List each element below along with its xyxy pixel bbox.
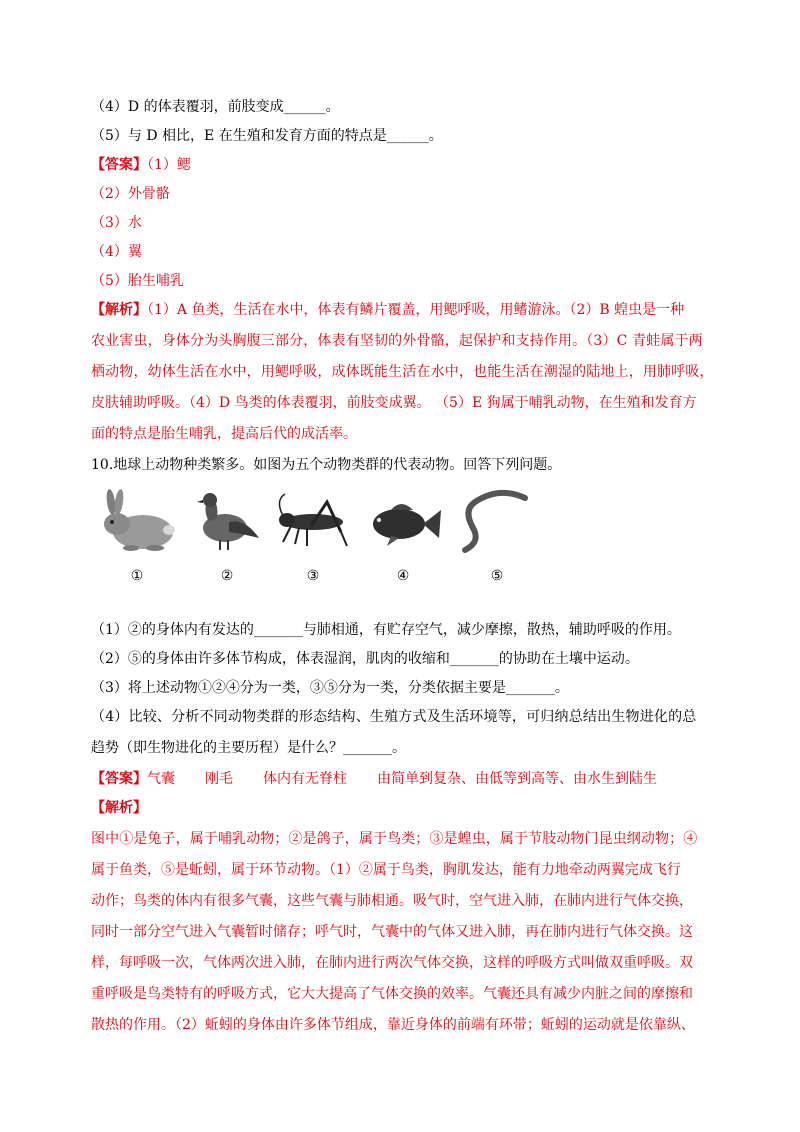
answer-1: （1）鳃	[147, 157, 191, 173]
question-10-stem: 10.地球上动物种类繁多。如图为五个动物类群的代表动物。回答下列问题。	[91, 457, 562, 473]
animal-pigeon	[185, 482, 269, 588]
analysis-10-line-7: 散热的作用。（2）蚯蚓的身体由许多体节组成，靠近身体的前端有环带；蚯蚓的运动就是依靠纵、	[91, 1017, 695, 1033]
question-10-sub-3: （3）将上述动物①②④分为一类，③⑤分为一类，分类依据主要是_______。	[91, 680, 569, 696]
answer-2: （2）外骨骼	[91, 186, 170, 202]
answer-10	[91, 769, 709, 789]
analysis-label: 【解析】	[91, 302, 147, 318]
animal-rabbit	[95, 482, 179, 588]
answer-10-a2: 刚毛	[205, 771, 233, 787]
answer-3: （3）水	[91, 215, 142, 231]
analysis-10-line-6: 重呼吸是鸟类特有的呼吸方式，它大大提高了气体交换的效率。气囊还具有减少内脏之间的摩擦和	[91, 986, 693, 1002]
question-10-sub-1: （1）②的身体内有发达的_______与肺相通，有贮存空气，减少摩擦，散热，辅助呼吸的作用。	[91, 622, 681, 638]
fish-icon	[361, 488, 445, 554]
answer-4: （4）翼	[91, 244, 142, 260]
analysis-10-label: 【解析】	[91, 800, 147, 816]
question-4-prev: （4）D 的体表覆羽，前肢变成______。	[91, 99, 340, 115]
analysis-10-line-3: 动作；鸟类的体内有很多气囊，这些气囊与肺相通。吸气时，空气进入肺，在肺内进行气体交换，	[91, 893, 693, 909]
pigeon-icon	[185, 488, 269, 554]
animal-label-5: ⑤	[490, 568, 504, 584]
answer-block-prev	[91, 155, 709, 175]
analysis-10-line-4: 同时一部分空气进入气囊暂时储存；呼气时，气囊中的气体又进入肺，再在肺内进行气体交换。这	[91, 924, 693, 940]
animal-fish	[361, 482, 445, 588]
animal-label-2: ②	[220, 568, 234, 584]
answer-10-a4: 由简单到复杂、由低等到高等、由水生到陆生	[377, 771, 657, 787]
question-10-sub-2: （2）⑤的身体由许多体节构成，体表湿润，肌肉的收缩和_______的协助在土壤中运动。	[91, 651, 639, 667]
analysis-10-line-2: 属于鱼类，⑤是蚯蚓，属于环节动物。（1）②属于鸟类，胸肌发达，能有力地牵动两翼完成飞行	[91, 862, 681, 878]
analysis-prev-line-1	[91, 300, 709, 320]
answer-10-label: 【答案】	[91, 771, 147, 787]
rabbit-icon	[95, 488, 179, 554]
question-10-sub-4-line-1: （4）比较、分析不同动物类群的形态结构、生殖方式及生活环境等，可归纳总结出生物进化的总	[91, 709, 697, 725]
animal-label-3: ③	[306, 568, 320, 584]
answer-5: （5）胎生哺乳	[91, 273, 184, 289]
earthworm-icon	[455, 488, 539, 554]
animal-earthworm	[455, 482, 539, 588]
analysis-prev-line-5: 面的特点是胎生哺乳，提高后代的成活率。	[91, 426, 357, 442]
answer-label: 【答案】	[91, 157, 147, 173]
animal-grasshopper	[271, 482, 355, 588]
animals-figure	[95, 482, 555, 588]
analysis-text: （1）A 鱼类，生活在水中，体表有鳞片覆盖，用鳃呼吸，用鳍游泳。（2）B 蝗虫是一种	[147, 302, 685, 318]
analysis-10-line-5: 样，每呼吸一次，气体两次进入肺，在肺内进行两次气体交换，这样的呼吸方式叫做双重呼吸。双	[91, 955, 693, 971]
question-5-prev: （5）与 D 相比，E 在生殖和发育方面的特点是______。	[91, 128, 443, 144]
analysis-prev-line-3: 栖动物，幼体生活在水中，用鳃呼吸，成体既能生活在水中，也能生活在潮湿的陆地上，用肺呼吸，	[91, 364, 714, 380]
question-10-sub-4-line-2: 趋势（即生物进化的主要历程）是什么？_______。	[91, 740, 406, 756]
grasshopper-icon	[271, 488, 355, 554]
analysis-10-line-1: 图中①是兔子，属于哺乳动物；②是鸽子，属于鸟类；③是蝗虫，属于节肢动物门昆虫纲动物；④	[91, 831, 698, 847]
analysis-prev-line-2: 农业害虫，身体分为头胸腹三部分，体表有坚韧的外骨骼，起保护和支持作用。（3）C 青蛙属于两	[91, 333, 703, 349]
analysis-prev-line-4: 皮肤辅助呼吸。（4）D 鸟类的体表覆羽，前肢变成翼。 （5）E 狗属于哺乳动物，在生殖和发育方	[91, 395, 697, 411]
animal-label-1: ①	[130, 568, 144, 584]
animal-label-4: ④	[396, 568, 410, 584]
answer-10-a3: 体内有无脊柱	[263, 771, 347, 787]
answer-10-a1: 气囊	[147, 771, 175, 787]
